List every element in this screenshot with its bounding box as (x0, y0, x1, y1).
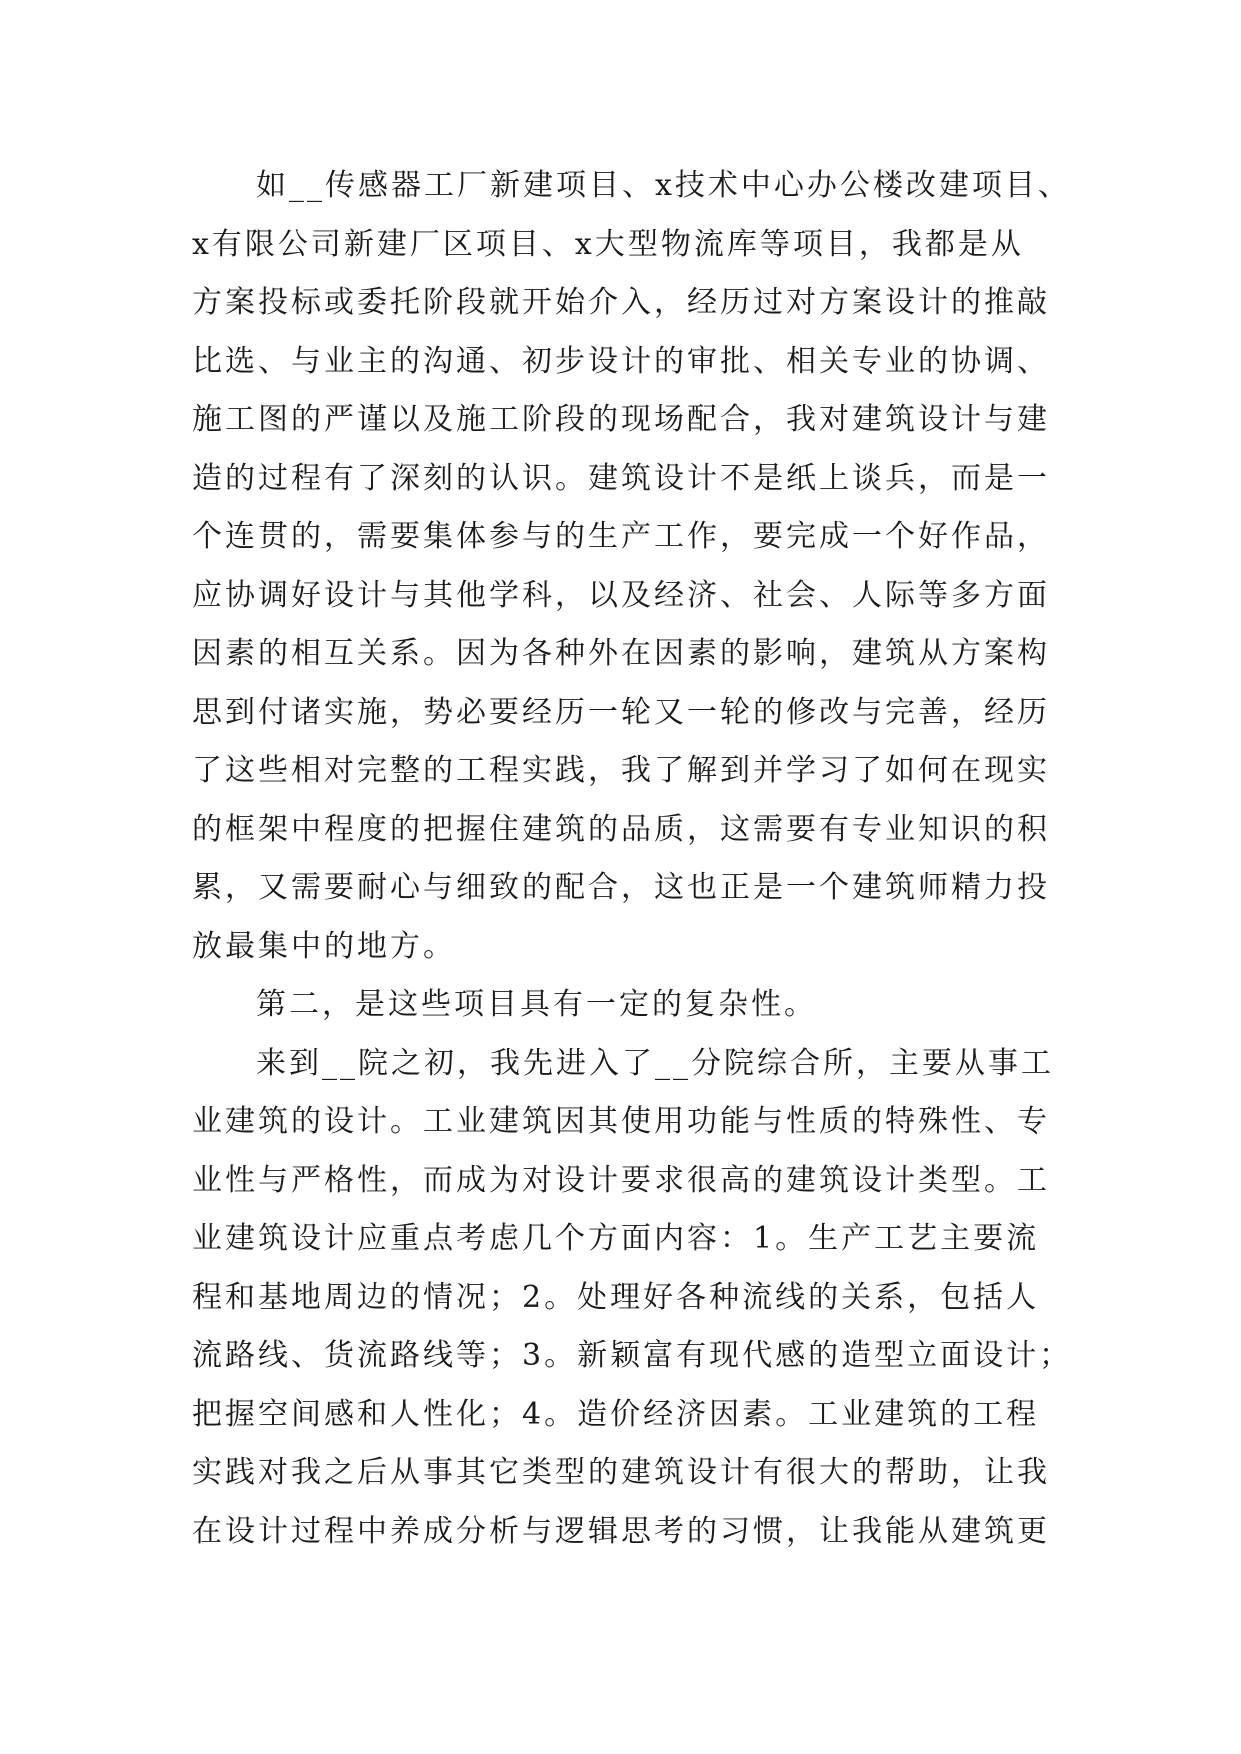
paragraph-line: 方案投标或委托阶段就开始介入，经历过对方案设计的推敲 (192, 285, 1050, 320)
paragraph-line: 如__传感器工厂新建项目、x技术中心办公楼改建项目、 (256, 168, 1071, 203)
paragraph-line: 施工图的严谨以及施工阶段的现场配合，我对建筑设计与建 (192, 402, 1050, 437)
paragraph-line: 累，又需要耐心与细致的配合，这也正是一个建筑师精力投 (192, 870, 1050, 905)
paragraph-line: 了这些相对完整的工程实践，我了解到并学习了如何在现实 (192, 753, 1050, 788)
paragraph-line: 放最集中的地方。 (192, 928, 456, 964)
paragraph-line: 流路线、货流路线等；3。新颖富有现代感的造型立面设计； (192, 1338, 1073, 1373)
paragraph-line: 因素的相互关系。因为各种外在因素的影响，建筑从方案构 (192, 636, 1050, 671)
paragraph-line: 来到__院之初，我先进入了__分院综合所，主要从事工 (256, 1045, 1054, 1081)
paragraph-line: 业建筑的设计。工业建筑因其使用功能与性质的特殊性、专 (192, 1104, 1050, 1139)
paragraph-line: 业性与严格性，而成为对设计要求很高的建筑设计类型。工 (192, 1162, 1050, 1198)
paragraph-line: 思到付诸实施，势必要经历一轮又一轮的修改与完善，经历 (192, 694, 1050, 730)
paragraph-line: 实践对我之后从事其它类型的建筑设计有很大的帮助，让我 (192, 1455, 1050, 1490)
paragraph-line: 程和基地周边的情况；2。处理好各种流线的关系，包括人 (192, 1279, 1040, 1315)
paragraph-line: x有限公司新建厂区项目、x大型物流库等项目，我都是从 (192, 226, 1024, 262)
paragraph-line: 造的过程有了深刻的认识。建筑设计不是纸上谈兵，而是一 (192, 460, 1050, 496)
paragraph-line: 个连贯的，需要集体参与的生产工作，要完成一个好作品， (192, 519, 1050, 554)
paragraph-line: 比选、与业主的沟通、初步设计的审批、相关专业的协调、 (192, 343, 1050, 379)
paragraph-line: 把握空间感和人性化；4。造价经济因素。工业建筑的工程 (192, 1396, 1040, 1432)
paragraph-line: 业建筑设计应重点考虑几个方面内容：1。生产工艺主要流 (192, 1221, 1040, 1256)
paragraph-line: 在设计过程中养成分析与逻辑思考的习惯，让我能从建筑更 (192, 1513, 1050, 1549)
paragraph-line: 的框架中程度的把握住建筑的品质，这需要有专业知识的积 (192, 811, 1050, 847)
paragraph-line: 应协调好设计与其他学科，以及经济、社会、人际等多方面 (192, 577, 1050, 613)
body-text (192, 157, 1072, 1561)
paragraph-line: 第二，是这些项目具有一定的复杂性。 (256, 987, 817, 1022)
